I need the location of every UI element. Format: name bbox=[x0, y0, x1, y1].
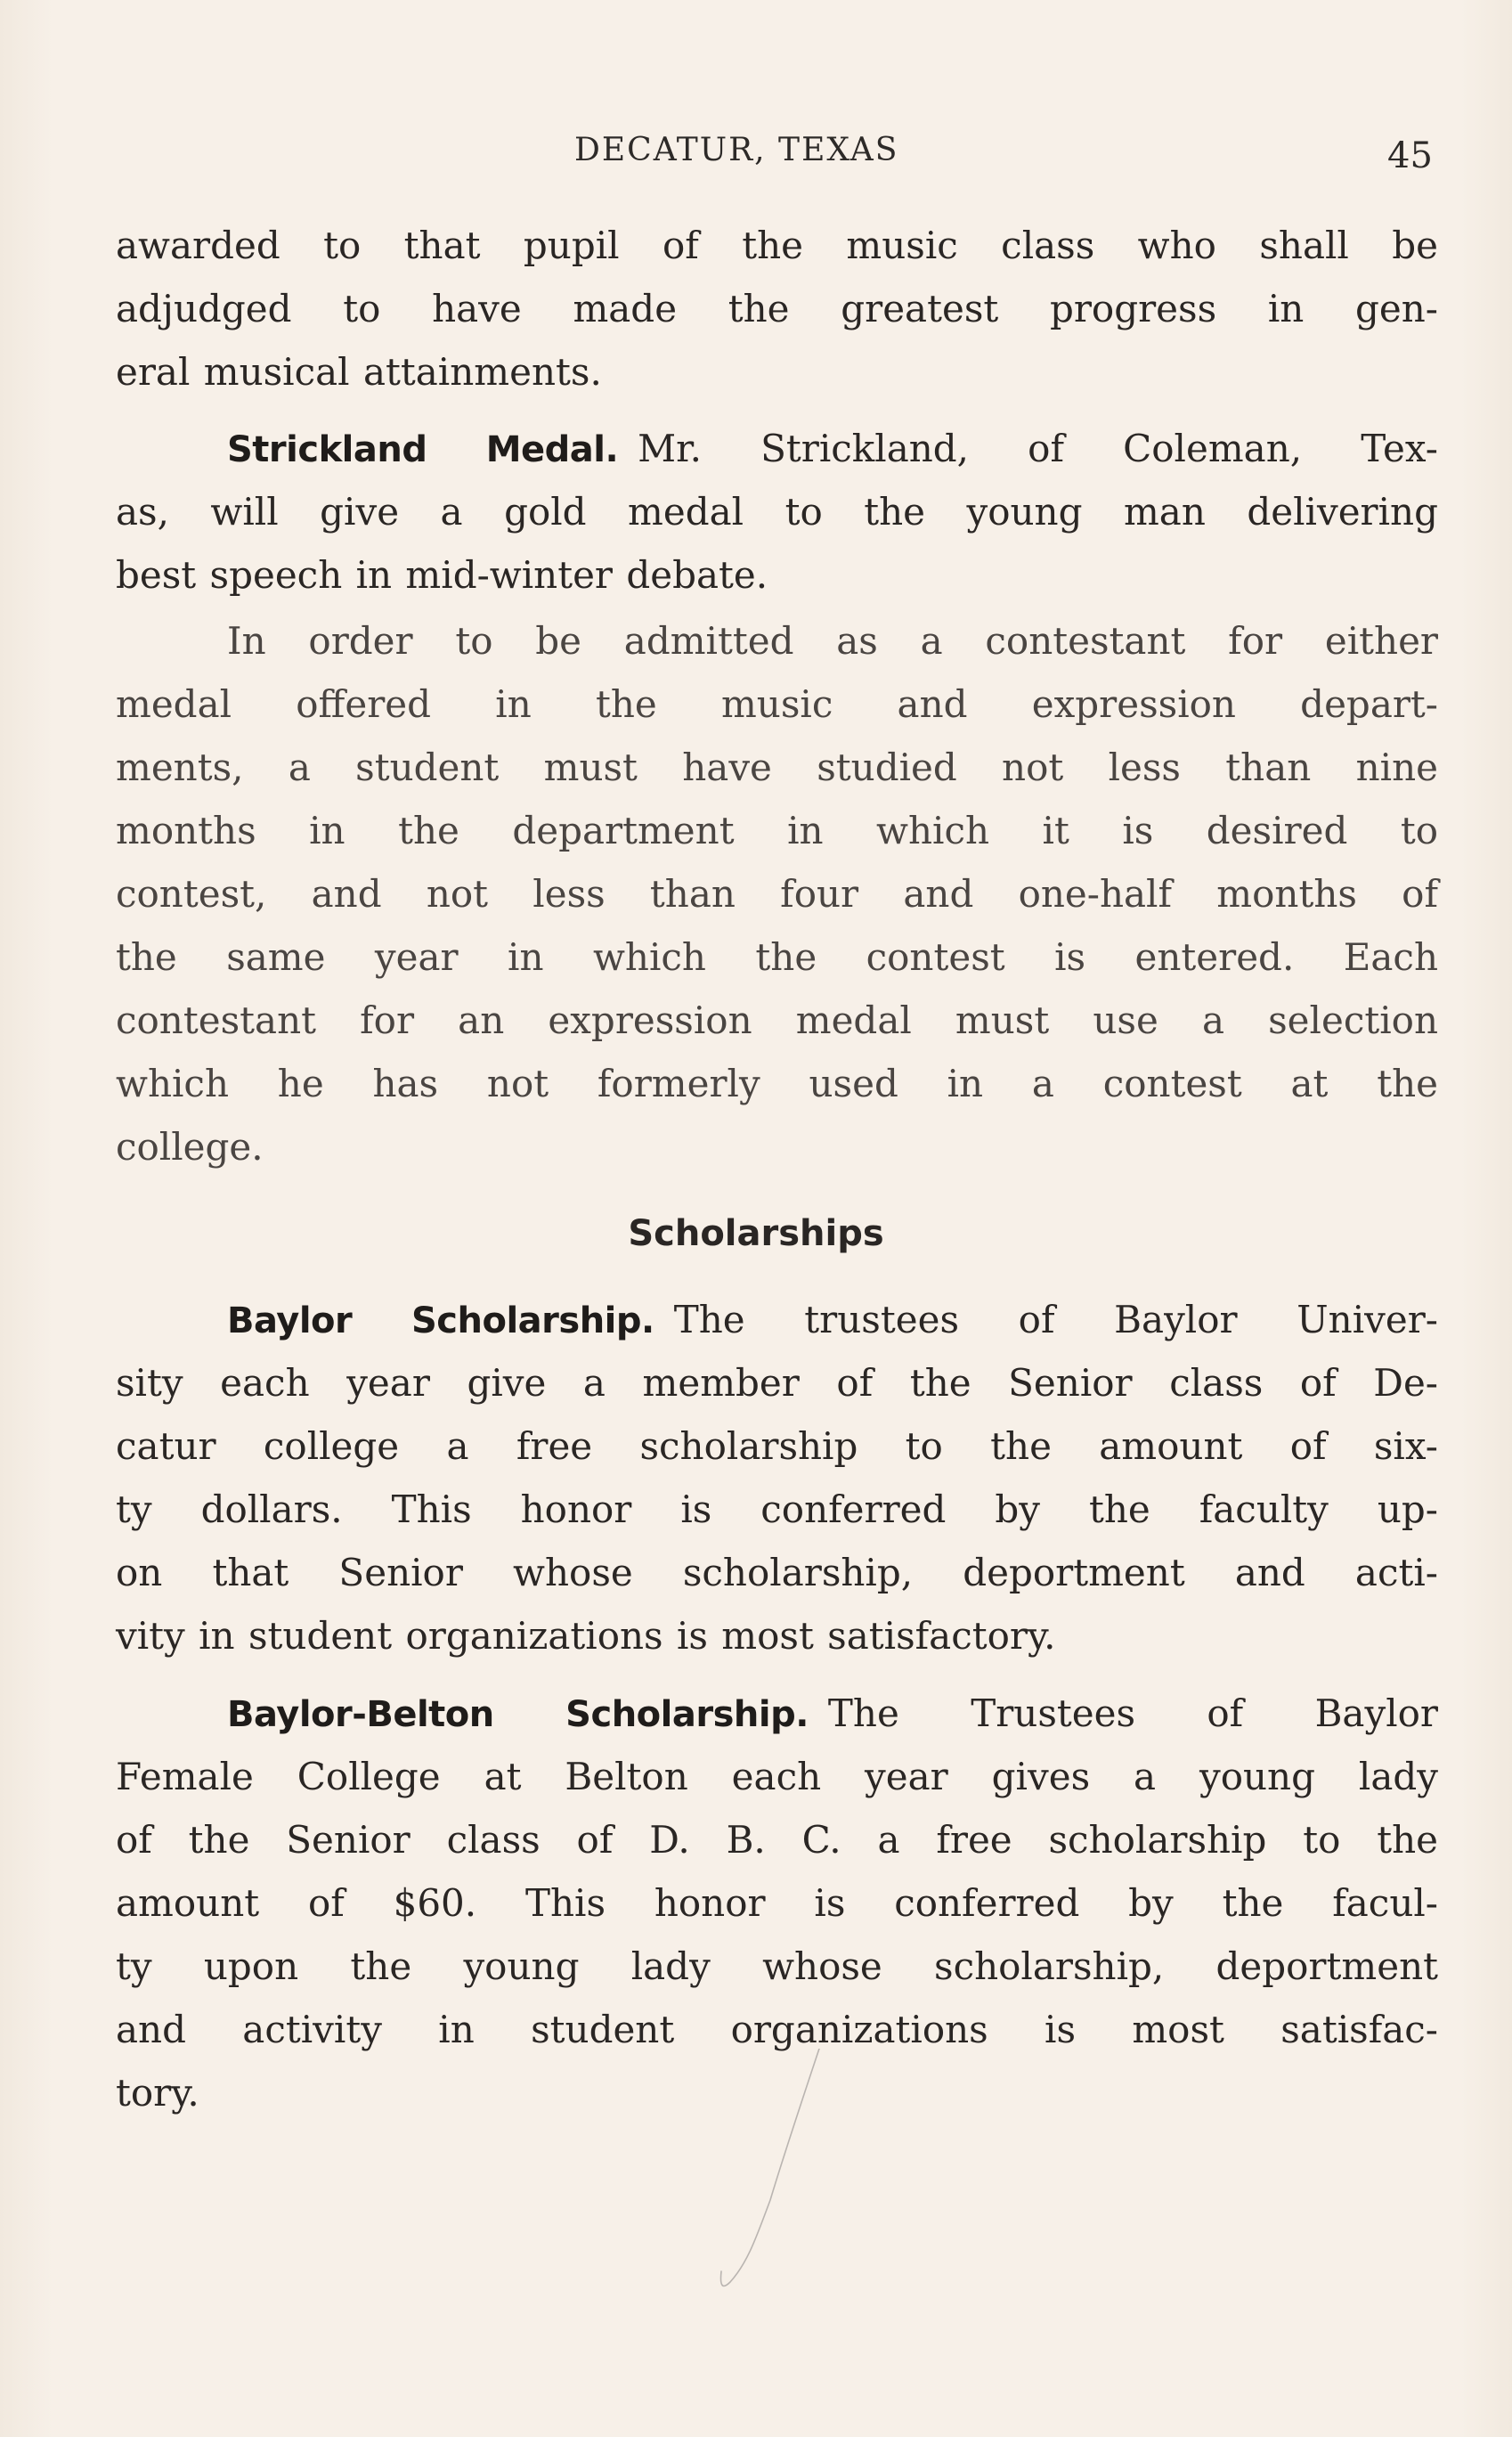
text-line: Female College at Belton each year gives a young lady bbox=[116, 1755, 1438, 1798]
paragraph-music-medal-continuation bbox=[116, 214, 1438, 403]
text-line: The Trustees of Baylor bbox=[827, 1691, 1438, 1735]
text-line: ty dollars. This honor is conferred by the faculty up- bbox=[116, 1487, 1438, 1531]
text-line: vity in student organizations is most satisfactory. bbox=[116, 1614, 1056, 1658]
section-heading-scholarships: Scholarships bbox=[628, 1213, 884, 1254]
text-line: months in the department in which it is desired to bbox=[116, 809, 1438, 852]
text-line: adjudged to have made the greatest progress in gen- bbox=[116, 287, 1438, 330]
text-line: In order to be admitted as a contestant for either bbox=[227, 619, 1438, 663]
text-line: The trustees of Baylor Univer- bbox=[673, 1298, 1438, 1341]
run-in-heading-baylor-scholarship: Baylor Scholarship. bbox=[227, 1300, 654, 1341]
paragraph-baylor-scholarship bbox=[116, 1288, 1438, 1667]
text-line-with-run-in bbox=[116, 1288, 1438, 1351]
text-line: contestant for an expression medal must use a selection bbox=[116, 998, 1438, 1042]
paragraph-contest-rules bbox=[116, 609, 1438, 1178]
paragraph-strickland-medal bbox=[116, 417, 1438, 607]
text-line: Mr. Strickland, of Coleman, Tex- bbox=[638, 427, 1438, 470]
text-line: awarded to that pupil of the music class who shall be bbox=[116, 224, 1438, 267]
text-line: on that Senior whose scholarship, deportment and acti- bbox=[116, 1551, 1438, 1594]
paragraph-baylor-belton-scholarship bbox=[116, 1682, 1438, 2124]
run-in-heading-baylor-belton-scholarship: Baylor-Belton Scholarship. bbox=[227, 1694, 809, 1735]
text-line: tory. bbox=[116, 2071, 199, 2115]
text-line: catur college a free scholarship to the amount of six- bbox=[116, 1424, 1438, 1468]
text-line: contest, and not less than four and one-half months of bbox=[116, 872, 1438, 916]
text-line: eral musical attainments. bbox=[116, 350, 602, 394]
run-in-heading-strickland-medal: Strickland Medal. bbox=[227, 429, 619, 470]
text-line: best speech in mid-winter debate. bbox=[116, 553, 768, 597]
text-line: sity each year give a member of the Senior class of De- bbox=[116, 1361, 1438, 1405]
text-line-with-run-in bbox=[116, 417, 1438, 480]
text-line: of the Senior class of D. B. C. a free scholarship to the bbox=[116, 1818, 1438, 1862]
text-line: ments, a student must have studied not less than nine bbox=[116, 746, 1438, 789]
text-line: college. bbox=[116, 1125, 264, 1169]
page-number: 45 bbox=[1387, 135, 1433, 176]
text-line: the same year in which the contest is entered. Each bbox=[116, 935, 1438, 979]
text-line: which he has not formerly used in a contest at the bbox=[116, 1062, 1438, 1105]
running-head: DECATUR, TEXAS bbox=[574, 132, 899, 168]
text-line-with-run-in bbox=[116, 1682, 1438, 1745]
text-line: amount of $60. This honor is conferred by the facul- bbox=[116, 1881, 1438, 1925]
text-line: and activity in student organizations is most satisfac- bbox=[116, 2008, 1438, 2051]
text-line: ty upon the young lady whose scholarship, deportment bbox=[116, 1944, 1438, 1988]
text-line: as, will give a gold medal to the young man delivering bbox=[116, 490, 1438, 534]
text-line: medal offered in the music and expression depart- bbox=[116, 682, 1438, 726]
